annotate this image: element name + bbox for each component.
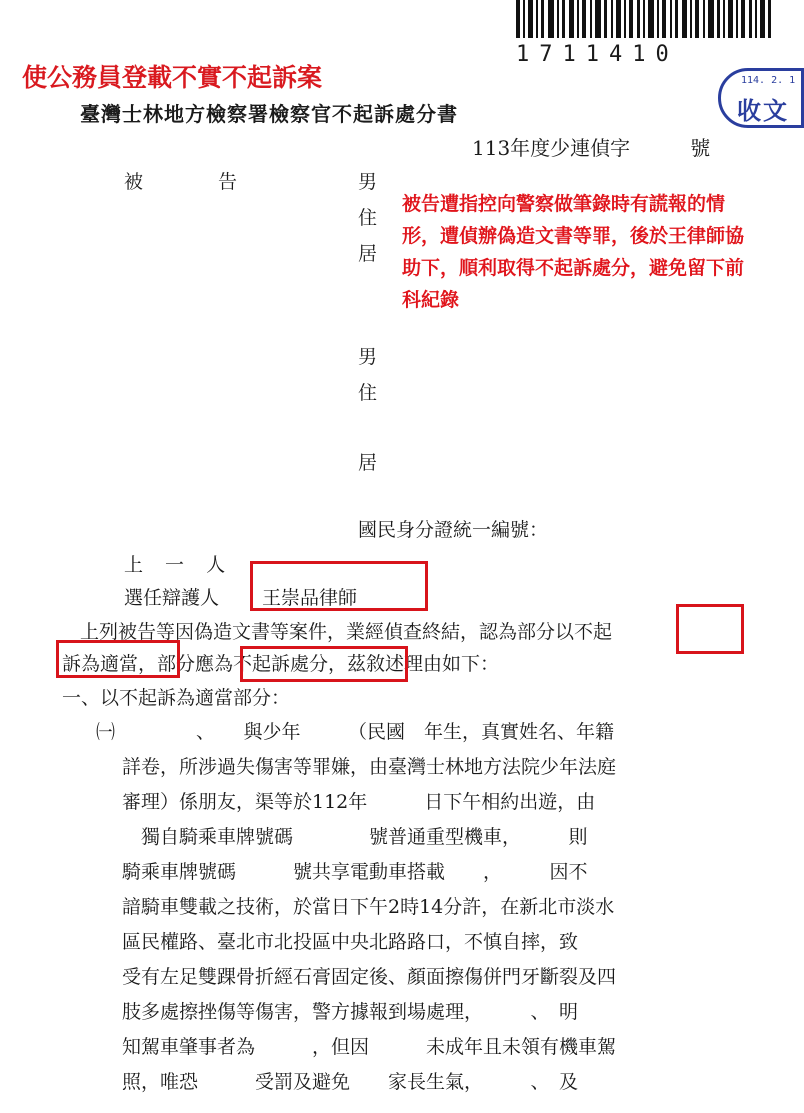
defendant1-address-char-1: 住 [358, 207, 378, 229]
document-title: 臺灣士林地方檢察署檢察官不起訴處分書 [80, 102, 458, 126]
highlight-box-disposition [240, 646, 408, 682]
counsel-label: 選任辯護人 [124, 587, 220, 609]
para-line-9: 肢多處擦挫傷等傷害，警方據報到場處理， 、 明 [122, 1001, 579, 1023]
para-line-3: 審理）係朋友，渠等於112年 日下午相約出遊，由 [122, 791, 596, 813]
para-line-11: 照，唯恐 受罰及避免 家長生氣， 、 及 [122, 1071, 579, 1093]
stamp-date: 114. 2. 1 [741, 75, 796, 86]
barcode [512, 0, 778, 38]
defendant2-address-char-2: 居 [358, 452, 378, 474]
para-line-4: 獨自騎乘車牌號碼 號普通重型機車， 則 [122, 826, 588, 848]
defendant2-gender: 男 [358, 346, 378, 368]
highlight-box-appropriate [56, 640, 180, 678]
para-line-5: 騎乘車牌號碼 號共享電動車搭載 ， 因不 [122, 861, 588, 883]
red-title: 使公務員登載不實不起訴案 [22, 63, 323, 92]
para-line-8: 受有左足雙踝骨折經石膏固定後、顏面擦傷併門牙斷裂及四 [122, 966, 617, 988]
para-line-2: 詳卷，所涉過失傷害等罪嫌，由臺灣士林地方法院少年法庭 [122, 756, 617, 778]
section-heading-1: 一、以不起訴為適當部分： [62, 687, 291, 709]
body-line-2: 訴為適當，部分應為不起訴處分，茲敘述理由如下： [62, 653, 500, 675]
defendant-label-char-2: 告 [218, 171, 238, 193]
above-person-label: 上 一 人 [124, 554, 234, 576]
id-number-label: 國民身分證統一編號： [358, 519, 549, 541]
case-number-prefix: 113年度少連偵字 [472, 136, 631, 160]
stamp-label: 收文 [737, 96, 789, 125]
counsel-name: 王崇品律師 [262, 587, 358, 609]
para-line-6: 諳騎車雙載之技術，於當日下午2時14分許，在新北市淡水 [122, 896, 615, 918]
defendant1-address-char-2: 居 [358, 243, 378, 265]
para-line-7: 區民權路、臺北市北投區中央北路路口，不慎自摔，致 [122, 931, 579, 953]
defendant-label-char-1: 被 [124, 171, 144, 193]
highlight-box-counsel [250, 561, 428, 611]
defendant2-address-char-1: 住 [358, 382, 378, 404]
para-line-1: 、 與少年 （民國 年生，真實姓名、年籍 [158, 721, 615, 743]
case-number [472, 132, 710, 161]
para-line-10: 知駕車肇事者為 ，但因 未成年且未領有機車駕 [122, 1036, 617, 1058]
body-line-1: 上列被告等因偽造文書等案件，業經偵查終結，認為部分以不起 [80, 621, 613, 643]
highlight-box-not-prosecute [676, 604, 744, 654]
item-marker: ㈠ [96, 721, 116, 743]
red-annotation: 被告遭指控向警察做筆錄時有謊報的情形，遭偵辦偽造文書等罪，後於王律師協助下，順利取得不起訴處分，避免留下前科紀錄 [402, 193, 745, 311]
defendant1-gender: 男 [358, 171, 378, 193]
received-stamp [718, 68, 804, 128]
barcode-number: 1711410 [516, 42, 679, 67]
case-number-suffix: 號 [690, 136, 711, 160]
